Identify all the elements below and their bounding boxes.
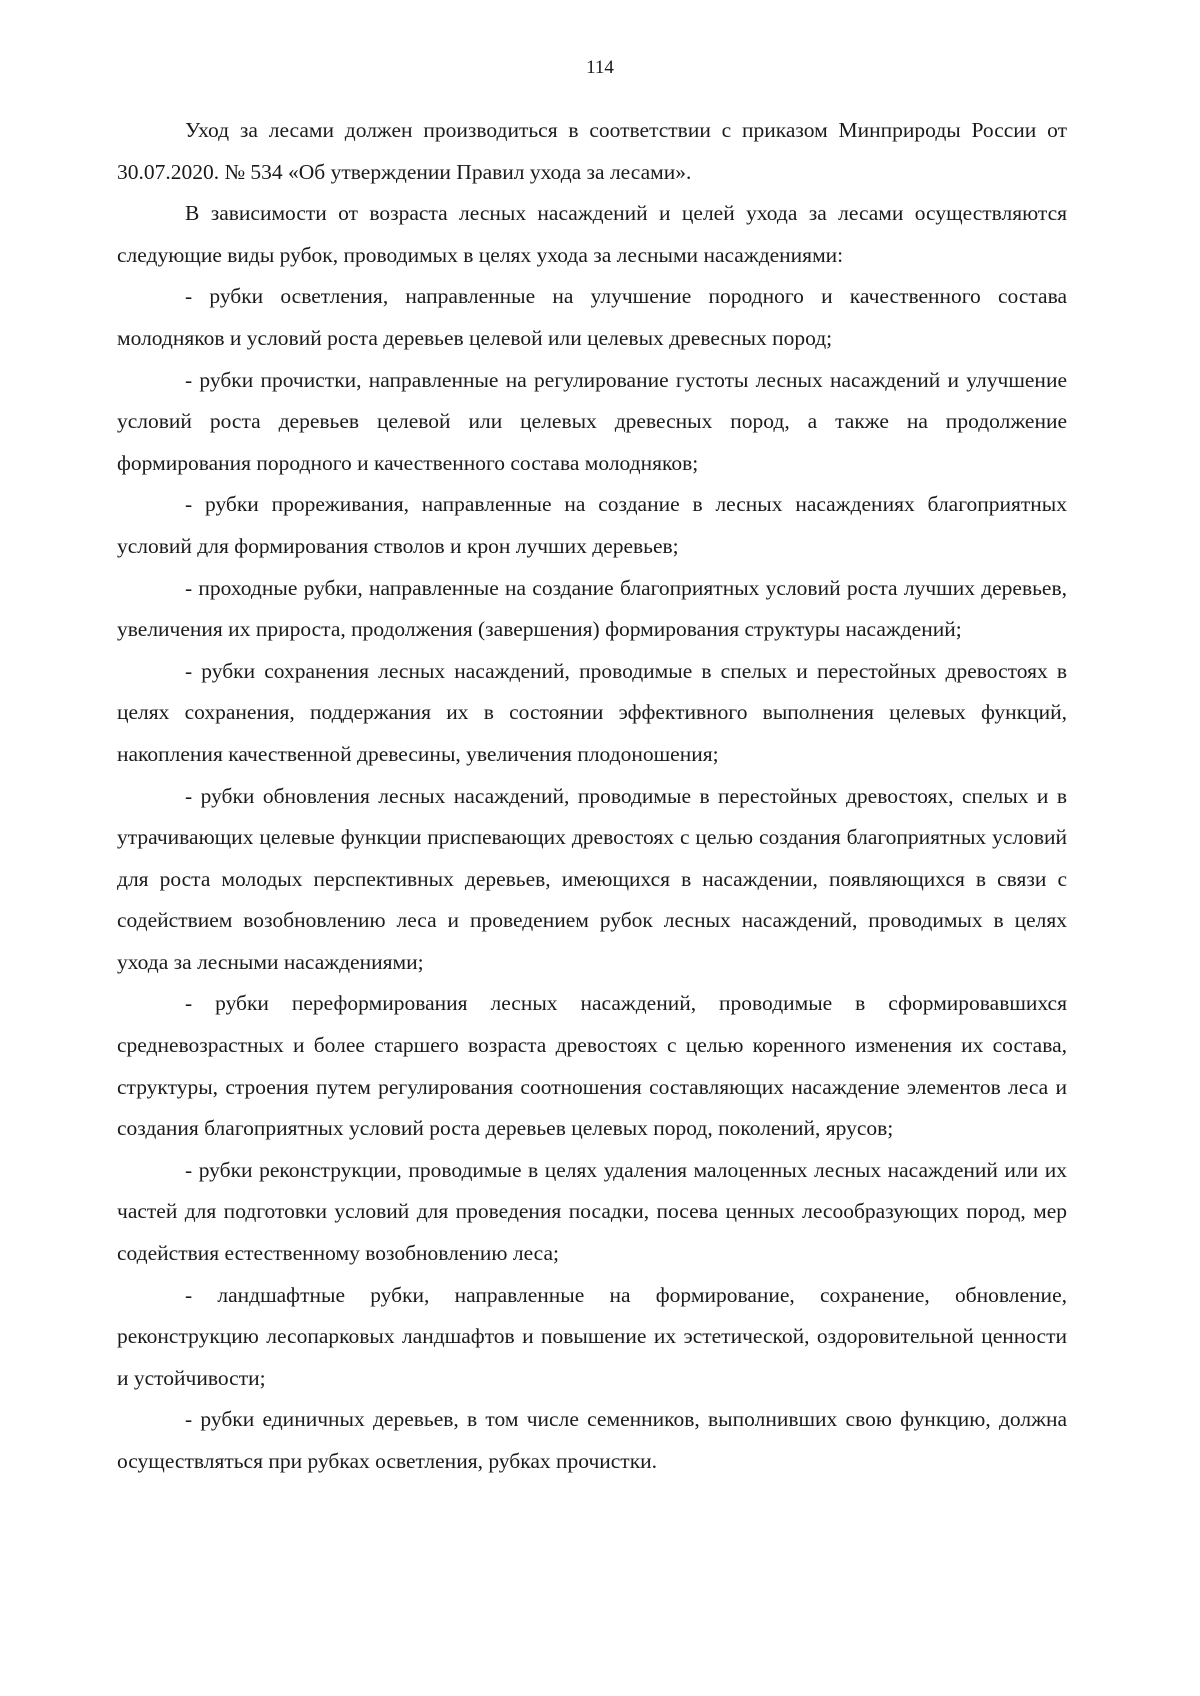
list-item-single-tree-cuttings: - рубки единичных деревьев, в том числе семенников, выполнивших свою функцию, должна осуществляться при рубках осветления, рубках прочистки. bbox=[117, 1407, 1067, 1473]
list-item-reconstruction-cuttings: - рубки реконструкции, проводимые в целях удаления малоценных лесных насаждений или их частей для подготовки условий для проведения посадки, посева ценных лесообразующих пород, мер содействия естественному возобновлению леса; bbox=[117, 1157, 1067, 1266]
list-item-reformation-cuttings: - рубки переформирования лесных насаждений, проводимые в сформировавшихся средневозрастных и более старшего возраста древостоях с целью коренного изменения их состава, структуры, строения путем регулирования соотношения составляющих насаждение элементов леса и создания благоприятных условий роста деревьев целевых пород, поколений, ярусов; bbox=[117, 991, 1067, 1141]
list-item-thinning-cuttings: - рубки прореживания, направленные на создание в лесных насаждениях благоприятных условий для формирования стволов и крон лучших деревьев; bbox=[117, 492, 1067, 558]
list-item-clearing-cuttings: - рубки осветления, направленные на улучшение породного и качественного состава молодняков и условий роста деревьев целевой или целевых древесных пород; bbox=[117, 284, 1067, 350]
list-item-cleaning-cuttings: - рубки прочистки, направленные на регулирование густоты лесных насаждений и улучшение условий роста деревьев целевой или целевых древесных пород, а также на продолжение формирования породного и качественного состава молодняков; bbox=[117, 367, 1067, 475]
page-number: 114 bbox=[586, 57, 614, 78]
list-item-preservation-cuttings: - рубки сохранения лесных насаждений, проводимые в спелых и перестойных древостоях в целях сохранения, поддержания их в состоянии эффективного выполнения целевых функций, накопления качественной древесины, увеличения плодоношения; bbox=[117, 658, 1067, 766]
paragraph-forest-care-order: Уход за лесами должен производиться в соответствии с приказом Минприроды России от 30.07.2020. № 534 «Об утверждении Правил ухода за лесами». bbox=[117, 118, 1067, 184]
paragraph-cutting-types-intro: В зависимости от возраста лесных насаждений и целей ухода за лесами осуществляются следующие виды рубок, проводимых в целях ухода за лесными насаждениями: bbox=[117, 201, 1067, 267]
list-item-renewal-cuttings: - рубки обновления лесных насаждений, проводимые в перестойных древостоях, спелых и в утрачивающих целевые функции приспевающих древостоях с целью создания благоприятных условий для роста молодых перспективных деревьев, имеющихся в насаждении, появляющихся в связи с содействием возобновлению леса и проведением рубок лесных насаждений, проводимых в целях ухода за лесными насаждениями; bbox=[117, 783, 1067, 974]
list-item-passage-cuttings: - проходные рубки, направленные на создание благоприятных условий роста лучших деревьев, увеличения их прироста, продолжения (завершения) формирования структуры насаждений; bbox=[117, 575, 1067, 642]
list-item-landscape-cuttings: - ландшафтные рубки, направленные на формирование, сохранение, обновление, реконструкцию лесопарковых ландшафтов и повышение их эстетической, оздоровительной ценности и устойчивости; bbox=[117, 1282, 1067, 1390]
body-text bbox=[117, 110, 1067, 1483]
